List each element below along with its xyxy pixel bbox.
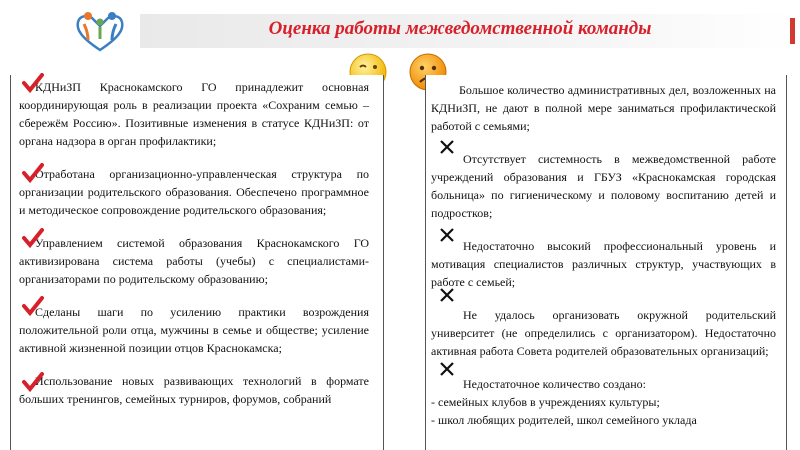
- checkmark-icon: [22, 73, 44, 93]
- title-bar: [140, 14, 795, 48]
- weakness-item: Не удалось организовать окружной родительский университет (не определились с организатором). Недостаточно активная работа Совета родителей образовательных организаций;: [431, 308, 776, 358]
- title-accent: [790, 18, 795, 44]
- cross-icon: [440, 288, 454, 302]
- cross-icon: [440, 362, 454, 376]
- strength-item: Сделаны шаги по усилению практики возрождения положительной роли отца, мужчины в семье и обществе; усиление активной жизненной позиции отцов Краснокамска;: [19, 305, 369, 355]
- weakness-line: - семейных клубов в учреждениях культуры;: [431, 395, 660, 409]
- strength-item: Управлением системой образования Краснокамского ГО активизирована система работы (учебы) с специалистами-организаторами по родительскому образованию;: [19, 236, 369, 286]
- checkmark-icon: [22, 163, 44, 183]
- weaknesses-panel: [425, 75, 787, 450]
- checkmark-icon: [22, 228, 44, 248]
- strength-item: Отработана организационно-управленческая структура по организации родительского образования. Обеспечено программное и методическое сопровождение родительского образования;: [19, 167, 369, 217]
- checkmark-icon: [22, 296, 44, 316]
- weakness-item: Большое количество административных дел, возложенных на КДНиЗП, не дают в полной мере заниматься профилактической работой с семьями;: [431, 83, 776, 133]
- cross-icon: [440, 140, 454, 154]
- strength-item: КДНиЗП Краснокамского ГО принадлежит основная координирующая роль в реализации проекта «Сохраним семью – сбережём Россию». Позитивные изменения в статусе КДНиЗП: от органа надзора в орган профилактики;: [19, 80, 369, 148]
- page-title: Оценка работы межведомственной команды: [268, 18, 652, 39]
- strength-item: Использование новых развивающих технологий в формате больших тренингов, семейных турниров, форумов, собраний: [19, 374, 369, 406]
- weaknesses-list: [431, 81, 776, 429]
- strengths-list: [19, 78, 369, 423]
- weakness-heading: Недостаточное количество создано:: [463, 377, 646, 391]
- strengths-panel: [10, 75, 384, 450]
- cross-icon: [440, 228, 454, 242]
- weakness-item: Отсутствует системность в межведомственной работе учреждений образования и ГБУЗ «Краснокамская городская больница» по гигиеническому и половому воспитанию детей и подростков;: [431, 152, 776, 220]
- checkmark-icon: [22, 372, 44, 392]
- weakness-line: - школ любящих родителей, школ семейного уклада: [431, 413, 697, 427]
- family-heart-logo: [70, 6, 130, 54]
- weakness-item: Недостаточно высокий профессиональный уровень и мотивация специалистов различных структур, участвующих в работе с семьей;: [431, 239, 776, 289]
